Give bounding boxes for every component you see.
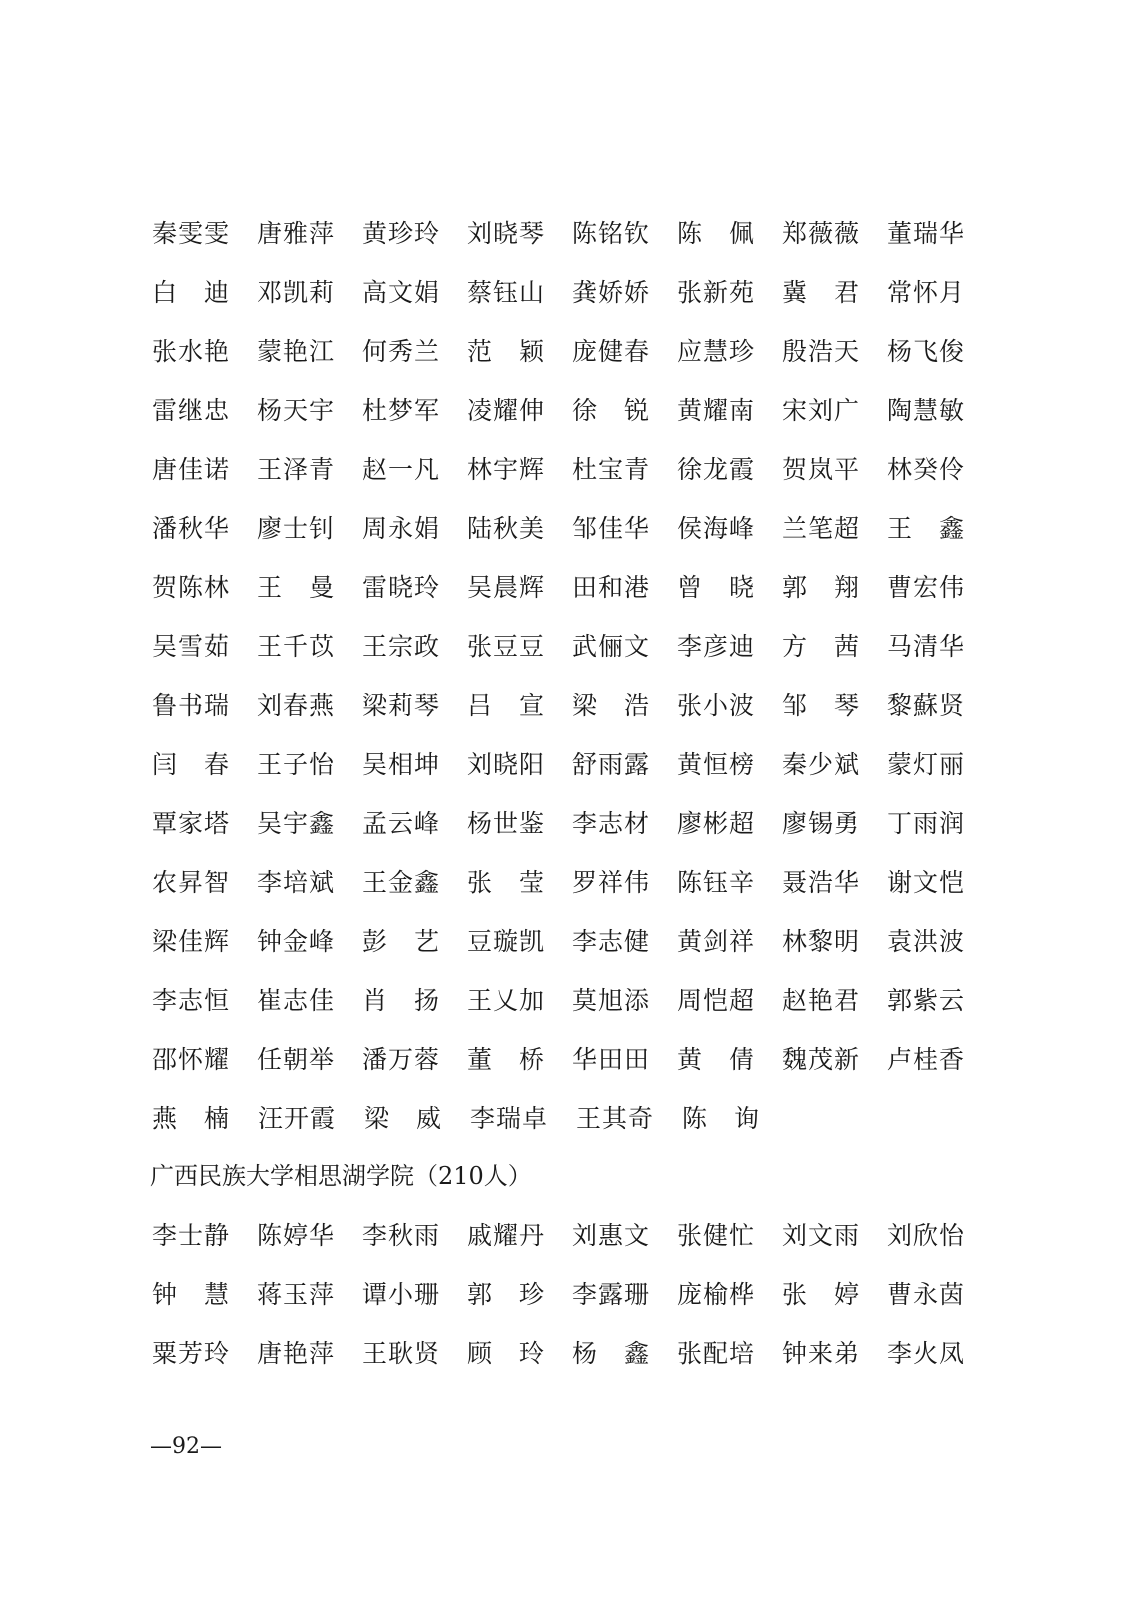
- person-name: 李培斌: [257, 868, 336, 897]
- person-name: 汪开霞: [258, 1104, 337, 1133]
- person-name: 陈婷华: [257, 1221, 336, 1250]
- person-name: 张小波: [677, 691, 756, 720]
- person-name: 郑薇薇: [782, 219, 861, 248]
- name-row: [152, 1030, 992, 1089]
- person-name: 孟云峰: [362, 809, 441, 838]
- person-name: 李秋雨: [362, 1221, 441, 1250]
- name-row: [152, 263, 992, 322]
- person-name: 张 莹: [467, 868, 546, 897]
- person-name: 王泽青: [257, 455, 336, 484]
- person-name: 舒雨露: [572, 750, 651, 779]
- person-name: 李志恒: [152, 986, 231, 1015]
- section-title: 广西民族大学相思湖学院（210人）: [150, 1162, 532, 1190]
- person-name: 廖士钊: [257, 514, 336, 543]
- name-row: [152, 1089, 992, 1148]
- person-name: 崔志佳: [257, 986, 336, 1015]
- person-name: 覃家塔: [152, 809, 231, 838]
- person-name: 邹佳华: [572, 514, 651, 543]
- name-row: [152, 499, 992, 558]
- person-name: 宋刘广: [782, 396, 861, 425]
- name-row: [152, 322, 992, 381]
- person-name: 秦雯雯: [152, 219, 231, 248]
- name-row: [152, 971, 992, 1030]
- person-name: 曹宏伟: [887, 573, 966, 602]
- person-name: 庞健春: [572, 337, 651, 366]
- person-name: 林宇辉: [467, 455, 546, 484]
- person-name: 王子怡: [257, 750, 336, 779]
- name-row: [152, 1324, 992, 1383]
- person-name: 邹 琴: [782, 691, 861, 720]
- person-name: 钟 慧: [152, 1280, 231, 1309]
- person-name: 林癸伶: [887, 455, 966, 484]
- person-name: 王千苡: [257, 632, 336, 661]
- person-name: 陈钰辛: [677, 868, 756, 897]
- person-name: 罗祥伟: [572, 868, 651, 897]
- person-name: 刘惠文: [572, 1221, 651, 1250]
- person-name: 豆璇凯: [467, 927, 546, 956]
- person-name: 应慧珍: [677, 337, 756, 366]
- person-name: 蒙灯丽: [887, 750, 966, 779]
- person-name: 郭 翔: [782, 573, 861, 602]
- person-name: 刘文雨: [782, 1221, 861, 1250]
- person-name: 李志健: [572, 927, 651, 956]
- person-name: 何秀兰: [362, 337, 441, 366]
- person-name: 顾 玲: [467, 1339, 546, 1368]
- person-name: 黄 倩: [677, 1045, 756, 1074]
- person-name: 方 茜: [782, 632, 861, 661]
- person-name: 莫旭添: [572, 986, 651, 1015]
- person-name: 鲁书瑞: [152, 691, 231, 720]
- person-name: 龚娇娇: [572, 278, 651, 307]
- person-name: 赵艳君: [782, 986, 861, 1015]
- name-row: [152, 853, 992, 912]
- person-name: 闫 春: [152, 750, 231, 779]
- person-name: 武俪文: [572, 632, 651, 661]
- person-name: 董 桥: [467, 1045, 546, 1074]
- person-name: 陈 佩: [677, 219, 756, 248]
- person-name: 卢桂香: [887, 1045, 966, 1074]
- person-name: 周恺超: [677, 986, 756, 1015]
- person-name: 肖 扬: [362, 986, 441, 1015]
- person-name: 邓凯莉: [257, 278, 336, 307]
- person-name: 范 颖: [467, 337, 546, 366]
- person-name: 谢文恺: [887, 868, 966, 897]
- person-name: 常怀月: [887, 278, 966, 307]
- person-name: 钟来弟: [782, 1339, 861, 1368]
- person-name: 陈 询: [682, 1104, 761, 1133]
- name-row: [152, 440, 992, 499]
- person-name: 华田田: [572, 1045, 651, 1074]
- person-name: 周永娟: [362, 514, 441, 543]
- person-name: 廖彬超: [677, 809, 756, 838]
- person-name: 潘秋华: [152, 514, 231, 543]
- person-name: 邵怀耀: [152, 1045, 231, 1074]
- person-name: 魏茂新: [782, 1045, 861, 1074]
- person-name: 黄恒榜: [677, 750, 756, 779]
- person-name: 任朝举: [257, 1045, 336, 1074]
- person-name: 曹永茵: [887, 1280, 966, 1309]
- person-name: 杨 鑫: [572, 1339, 651, 1368]
- person-name: 黄珍玲: [362, 219, 441, 248]
- person-name: 徐龙霞: [677, 455, 756, 484]
- person-name: 吴晨辉: [467, 573, 546, 602]
- person-name: 雷继忠: [152, 396, 231, 425]
- person-name: 马清华: [887, 632, 966, 661]
- person-name: 刘欣怡: [887, 1221, 966, 1250]
- person-name: 王金鑫: [362, 868, 441, 897]
- person-name: 王 鑫: [887, 514, 966, 543]
- person-name: 凌耀伸: [467, 396, 546, 425]
- person-name: 徐 锐: [572, 396, 651, 425]
- person-name: 蒋玉萍: [257, 1280, 336, 1309]
- person-name: 黄剑祥: [677, 927, 756, 956]
- person-name: 梁莉琴: [362, 691, 441, 720]
- person-name: 吕 宣: [467, 691, 546, 720]
- person-name: 唐佳诺: [152, 455, 231, 484]
- person-name: 农昇智: [152, 868, 231, 897]
- name-row: [152, 676, 992, 735]
- person-name: 谭小珊: [362, 1280, 441, 1309]
- person-name: 杜梦军: [362, 396, 441, 425]
- person-name: 张健忙: [677, 1221, 756, 1250]
- person-name: 彭 艺: [362, 927, 441, 956]
- person-name: 李彦迪: [677, 632, 756, 661]
- name-row: [152, 1265, 992, 1324]
- person-name: 梁佳辉: [152, 927, 231, 956]
- person-name: 王乂加: [467, 986, 546, 1015]
- person-name: 贺岚平: [782, 455, 861, 484]
- person-name: 殷浩天: [782, 337, 861, 366]
- person-name: 聂浩华: [782, 868, 861, 897]
- person-name: 王其奇: [576, 1104, 655, 1133]
- person-name: 张豆豆: [467, 632, 546, 661]
- person-name: 张新苑: [677, 278, 756, 307]
- person-name: 刘晓琴: [467, 219, 546, 248]
- name-row: [152, 1206, 992, 1265]
- person-name: 曾 晓: [677, 573, 756, 602]
- person-name: 钟金峰: [257, 927, 336, 956]
- person-name: 侯海峰: [677, 514, 756, 543]
- name-row: [152, 912, 992, 971]
- person-name: 潘万蓉: [362, 1045, 441, 1074]
- person-name: 吴相坤: [362, 750, 441, 779]
- person-name: 梁 浩: [572, 691, 651, 720]
- page-number: —92—: [150, 1434, 222, 1459]
- person-name: 杜宝青: [572, 455, 651, 484]
- person-name: 陈铭钦: [572, 219, 651, 248]
- person-name: 白 迪: [152, 278, 231, 307]
- person-name: 张 婷: [782, 1280, 861, 1309]
- person-name: 黎蘇贤: [887, 691, 966, 720]
- person-name: 唐艳萍: [257, 1339, 336, 1368]
- person-name: 林黎明: [782, 927, 861, 956]
- person-name: 李士静: [152, 1221, 231, 1250]
- person-name: 吴宇鑫: [257, 809, 336, 838]
- name-row: [152, 735, 992, 794]
- name-list-continued: [152, 204, 992, 1148]
- name-row: [152, 617, 992, 676]
- name-row: [152, 204, 992, 263]
- person-name: 张配培: [677, 1339, 756, 1368]
- person-name: 杨世鉴: [467, 809, 546, 838]
- person-name: 贺陈林: [152, 573, 231, 602]
- name-list-xiangsihu: [152, 1206, 992, 1383]
- person-name: 丁雨润: [887, 809, 966, 838]
- person-name: 冀 君: [782, 278, 861, 307]
- person-name: 赵一凡: [362, 455, 441, 484]
- name-row: [152, 558, 992, 617]
- person-name: 郭紫云: [887, 986, 966, 1015]
- person-name: 董瑞华: [887, 219, 966, 248]
- person-name: 戚耀丹: [467, 1221, 546, 1250]
- person-name: 李火凤: [887, 1339, 966, 1368]
- person-name: 刘春燕: [257, 691, 336, 720]
- person-name: 唐雅萍: [257, 219, 336, 248]
- person-name: 杨飞俊: [887, 337, 966, 366]
- person-name: 吴雪茹: [152, 632, 231, 661]
- person-name: 刘晓阳: [467, 750, 546, 779]
- person-name: 王耿贤: [362, 1339, 441, 1368]
- person-name: 张水艳: [152, 337, 231, 366]
- person-name: 陶慧敏: [887, 396, 966, 425]
- person-name: 蒙艳江: [257, 337, 336, 366]
- person-name: 粟芳玲: [152, 1339, 231, 1368]
- person-name: 黄耀南: [677, 396, 756, 425]
- person-name: 庞榆桦: [677, 1280, 756, 1309]
- person-name: 杨天宇: [257, 396, 336, 425]
- person-name: 兰笔超: [782, 514, 861, 543]
- person-name: 李露珊: [572, 1280, 651, 1309]
- name-row: [152, 381, 992, 440]
- person-name: 郭 珍: [467, 1280, 546, 1309]
- person-name: 雷晓玲: [362, 573, 441, 602]
- person-name: 王 曼: [257, 573, 336, 602]
- person-name: 梁 威: [364, 1104, 443, 1133]
- person-name: 廖锡勇: [782, 809, 861, 838]
- person-name: 李瑞卓: [470, 1104, 549, 1133]
- person-name: 田和港: [572, 573, 651, 602]
- person-name: 高文娟: [362, 278, 441, 307]
- person-name: 李志材: [572, 809, 651, 838]
- person-name: 王宗政: [362, 632, 441, 661]
- person-name: 蔡钰山: [467, 278, 546, 307]
- person-name: 袁洪波: [887, 927, 966, 956]
- person-name: 燕 楠: [152, 1104, 231, 1133]
- name-row: [152, 794, 992, 853]
- person-name: 秦少斌: [782, 750, 861, 779]
- person-name: 陆秋美: [467, 514, 546, 543]
